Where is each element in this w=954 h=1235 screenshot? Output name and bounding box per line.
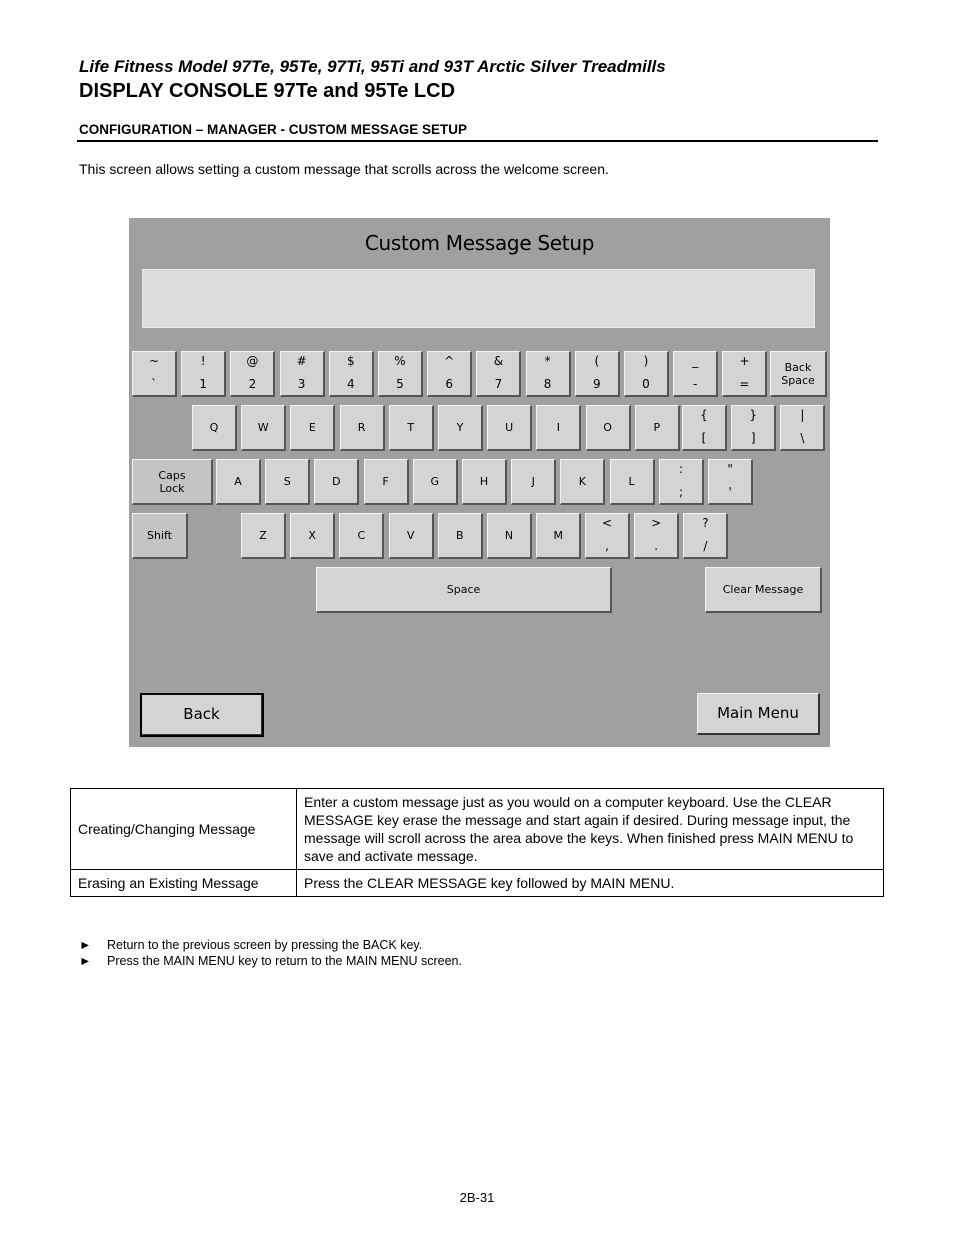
key-glyph-bottom: 2 bbox=[248, 377, 257, 391]
key-glyph-top: > bbox=[651, 516, 662, 530]
key-sym-0[interactable] bbox=[585, 513, 630, 559]
main-menu-button[interactable]: Main Menu bbox=[697, 693, 820, 735]
key-glyph-bottom: 9 bbox=[592, 377, 601, 391]
key-glyph-top: | bbox=[800, 408, 805, 422]
key-l[interactable]: L bbox=[610, 459, 655, 505]
table-cell-description: Enter a custom message just as you would on a computer keyboard. Use the CLEAR MESSAGE key erase the message and start again if desired. During message input, the message will scroll across the area above the keys. When finished press MAIN MENU to save and activate message. bbox=[297, 789, 884, 870]
page-number: 2B-31 bbox=[459, 1190, 495, 1205]
intro-text: This screen allows setting a custom message that scrolls across the welcome screen. bbox=[79, 161, 609, 177]
key-glyph-top: ~ bbox=[148, 354, 160, 368]
screen-title: Custom Message Setup bbox=[364, 231, 595, 255]
key-m[interactable]: M bbox=[536, 513, 581, 559]
lcd-screen bbox=[129, 218, 830, 747]
key-glyph-top: & bbox=[493, 354, 504, 368]
key-o[interactable]: O bbox=[586, 405, 631, 451]
table-cell-label: Creating/Changing Message bbox=[71, 789, 297, 870]
key-label-line1: Caps bbox=[158, 468, 186, 482]
table-row bbox=[71, 870, 884, 897]
key-=[interactable] bbox=[722, 351, 767, 397]
key-0[interactable] bbox=[624, 351, 669, 397]
shift-key[interactable]: Shift bbox=[132, 513, 188, 559]
key-punct-0[interactable] bbox=[659, 459, 704, 505]
key-u[interactable]: U bbox=[487, 405, 532, 451]
key-y[interactable]: Y bbox=[438, 405, 483, 451]
document-subtitle: DISPLAY CONSOLE 97Te and 95Te LCD bbox=[79, 80, 456, 102]
key-glyph-top: < bbox=[601, 516, 613, 530]
key-glyph-bottom: ` bbox=[151, 377, 157, 391]
key-f[interactable]: F bbox=[364, 459, 409, 505]
key-glyph-top: ( bbox=[594, 354, 600, 368]
key-label-line2: Space bbox=[781, 373, 815, 387]
key-7[interactable] bbox=[476, 351, 521, 397]
key-glyph-bottom: 7 bbox=[494, 377, 503, 391]
table-row bbox=[71, 789, 884, 870]
key-glyph-top: _ bbox=[692, 354, 699, 368]
key-glyph-top: ! bbox=[200, 354, 206, 368]
bullet-text: Press the MAIN MENU key to return to the MAIN MENU screen. bbox=[107, 954, 462, 968]
key-glyph-top: ? bbox=[702, 516, 709, 530]
key-glyph-bottom: - bbox=[693, 377, 698, 391]
key-glyph-bottom: 3 bbox=[297, 377, 306, 391]
key-glyph-bottom: 6 bbox=[445, 377, 453, 391]
key-glyph-bottom: 1 bbox=[199, 377, 207, 391]
key-glyph-top: : bbox=[678, 462, 684, 476]
message-display-field[interactable] bbox=[142, 269, 815, 328]
key-glyph-top: ) bbox=[643, 354, 649, 368]
key-glyph-bottom: , bbox=[605, 539, 609, 553]
key-glyph-top: * bbox=[544, 354, 551, 368]
key-1[interactable] bbox=[181, 351, 226, 397]
key-b[interactable]: B bbox=[438, 513, 483, 559]
key-3[interactable] bbox=[280, 351, 325, 397]
key-label-line1: Back bbox=[784, 360, 812, 374]
key-glyph-bottom: . bbox=[654, 539, 659, 553]
key-punct-1[interactable] bbox=[708, 459, 753, 505]
clear-message-button[interactable]: Clear Message bbox=[705, 567, 822, 613]
key-label-line2: Lock bbox=[159, 481, 185, 495]
key-glyph-top: % bbox=[394, 354, 406, 368]
key-8[interactable] bbox=[526, 351, 571, 397]
key-glyph-bottom: 0 bbox=[642, 377, 650, 391]
bullet-arrow-icon: ► bbox=[79, 954, 92, 968]
key-glyph-bottom: / bbox=[703, 539, 708, 553]
key-glyph-bottom: ' bbox=[728, 485, 732, 499]
key-4[interactable] bbox=[329, 351, 374, 397]
list-item bbox=[79, 953, 462, 969]
key-glyph-bottom: 5 bbox=[396, 377, 404, 391]
key-sym-1[interactable] bbox=[634, 513, 679, 559]
key-r[interactable]: R bbox=[340, 405, 385, 451]
key-glyph-top: " bbox=[727, 462, 733, 476]
key--[interactable] bbox=[673, 351, 718, 397]
key-symbol-0[interactable] bbox=[682, 405, 727, 451]
backspace-key[interactable] bbox=[770, 351, 827, 397]
key-glyph-top: $ bbox=[346, 354, 355, 368]
info-table bbox=[70, 788, 884, 897]
key-i[interactable]: I bbox=[536, 405, 581, 451]
key-p[interactable]: P bbox=[635, 405, 680, 451]
key-glyph-top: + bbox=[739, 354, 750, 368]
key-5[interactable] bbox=[378, 351, 423, 397]
key-glyph-top: } bbox=[749, 408, 757, 422]
key-9[interactable] bbox=[575, 351, 620, 397]
key-c[interactable]: C bbox=[339, 513, 384, 559]
key-glyph-bottom: 8 bbox=[543, 377, 552, 391]
key-glyph-bottom: ] bbox=[750, 431, 756, 445]
bullet-list bbox=[79, 937, 462, 969]
key-sym-2[interactable] bbox=[683, 513, 728, 559]
key-glyph-bottom: \ bbox=[800, 431, 805, 445]
key-glyph-top: { bbox=[700, 408, 708, 422]
key-t[interactable]: T bbox=[389, 405, 434, 451]
key-z[interactable]: Z bbox=[241, 513, 286, 559]
key-q[interactable]: Q bbox=[192, 405, 237, 451]
list-item bbox=[79, 937, 462, 953]
key-symbol-1[interactable] bbox=[731, 405, 776, 451]
key-x[interactable]: X bbox=[290, 513, 335, 559]
table-cell-label: Erasing an Existing Message bbox=[71, 870, 297, 897]
key-v[interactable]: V bbox=[389, 513, 434, 559]
key-h[interactable]: H bbox=[462, 459, 507, 505]
section-heading: CONFIGURATION – MANAGER - CUSTOM MESSAGE SETUP bbox=[79, 122, 468, 137]
key-glyph-bottom: [ bbox=[701, 431, 707, 445]
key-glyph-bottom: ; bbox=[678, 485, 684, 499]
back-button[interactable]: Back bbox=[141, 694, 263, 736]
key-e[interactable]: E bbox=[290, 405, 335, 451]
space-key[interactable]: Space bbox=[316, 567, 612, 613]
key-d[interactable]: D bbox=[314, 459, 359, 505]
key-g[interactable]: G bbox=[413, 459, 458, 505]
document-title: Life Fitness Model 97Te, 95Te, 97Ti, 95Ti and 93T Arctic Silver Treadmills bbox=[79, 57, 666, 76]
key-6[interactable] bbox=[427, 351, 472, 397]
heading-divider bbox=[77, 140, 878, 142]
key-j[interactable]: J bbox=[511, 459, 556, 505]
key-symbol-2[interactable] bbox=[780, 405, 825, 451]
key-`[interactable] bbox=[132, 351, 177, 397]
key-n[interactable]: N bbox=[487, 513, 532, 559]
key-k[interactable]: K bbox=[560, 459, 605, 505]
key-glyph-top: @ bbox=[246, 354, 259, 368]
key-s[interactable]: S bbox=[265, 459, 310, 505]
caps-lock-key[interactable] bbox=[132, 459, 213, 505]
key-2[interactable] bbox=[230, 351, 275, 397]
bullet-text: Return to the previous screen by pressing the BACK key. bbox=[107, 938, 423, 952]
key-w[interactable]: W bbox=[241, 405, 286, 451]
key-a[interactable]: A bbox=[216, 459, 261, 505]
bullet-arrow-icon: ► bbox=[79, 938, 92, 952]
key-glyph-top: # bbox=[296, 354, 307, 368]
key-glyph-top: ^ bbox=[444, 354, 455, 368]
key-glyph-bottom: 4 bbox=[346, 377, 355, 391]
key-glyph-bottom: = bbox=[739, 377, 750, 391]
table-cell-description: Press the CLEAR MESSAGE key followed by MAIN MENU. bbox=[297, 870, 884, 897]
